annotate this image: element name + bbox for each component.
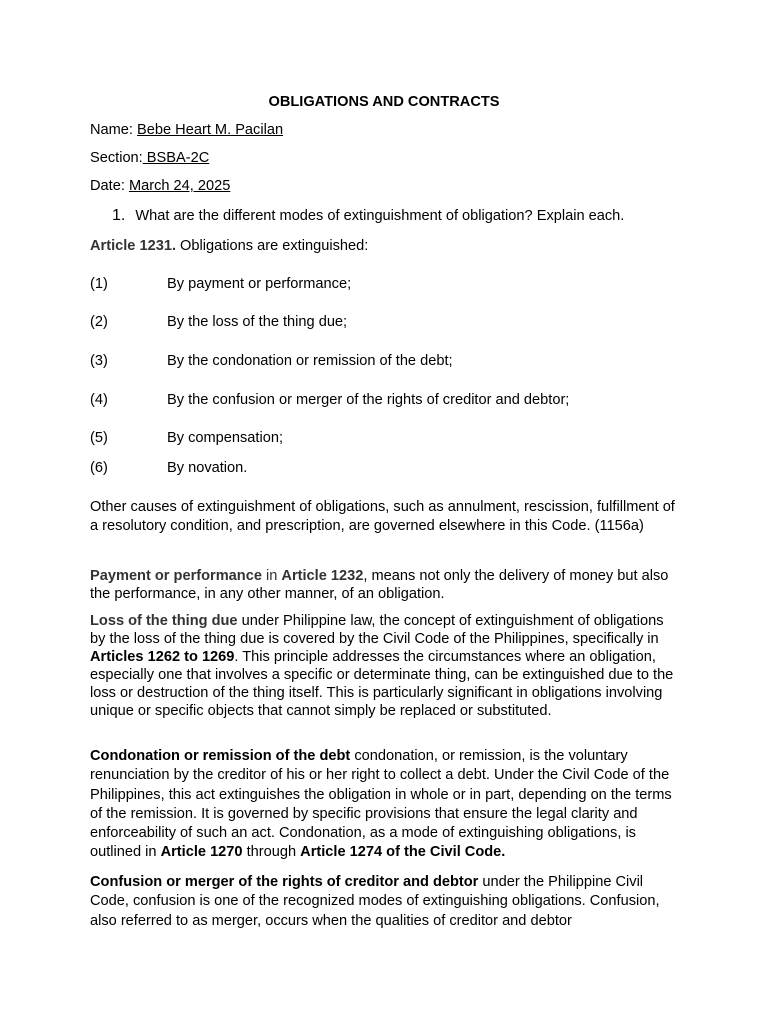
list-item-text: By novation. — [167, 460, 248, 476]
name-value: Bebe Heart M. Pacilan — [137, 122, 284, 138]
list-item-text: By compensation; — [167, 430, 284, 446]
loss-text-2: . This principle addresses the circumstances where an obligation, especially one that involves a specific or determinate thing, can be extinguished due to the loss or destruction of the thing itself. This is particularly significant in obligations involving unique or specific objects that cannot simply be replaced or substituted. — [90, 649, 674, 719]
list-item-number: (6) — [90, 460, 108, 476]
confusion-term: Confusion or merger of the rights of creditor and debtor — [90, 874, 479, 890]
payment-term: Payment or performance — [90, 568, 262, 584]
confusion-text: under the Philippine Civil Code, confusion is one of the recognized modes of extinguishing obligations. Confusion, also referred to as merger, occurs when the qualities of creditor and debtor — [90, 874, 660, 929]
list-item-text: By the confusion or merger of the rights of creditor and debtor; — [167, 392, 570, 408]
date-label: Date: — [90, 178, 125, 194]
list-item — [90, 460, 247, 476]
loss-text-1: under Philippine law, the concept of extinguishment of obligations by the loss of the thing due is covered by the Civil Code of the Philippines, specifically in — [90, 613, 664, 647]
payment-mid: in — [261, 568, 282, 584]
question-text: What are the different modes of extinguishment of obligation? Explain each. — [135, 208, 625, 224]
list-item — [90, 314, 347, 330]
confusion-paragraph — [90, 873, 680, 931]
list-item-number: (1) — [90, 276, 108, 292]
payment-article: Article 1232 — [281, 568, 364, 584]
condonation-mid: through — [242, 844, 301, 861]
name-label: Name: — [90, 122, 133, 138]
date-value: March 24, 2025 — [128, 178, 231, 194]
article-heading: Article 1231. — [90, 238, 176, 254]
condonation-term: Condonation or remission of the debt — [90, 748, 351, 764]
article-text: Obligations are extinguished: — [176, 238, 369, 254]
payment-text: , means not only the delivery of money but also the performance, in any other manner, of an obligation. — [90, 568, 669, 602]
loss-paragraph — [90, 612, 680, 720]
section-label: Section: — [90, 150, 143, 166]
list-item-text: By payment or performance; — [167, 276, 352, 292]
article-1231 — [90, 238, 368, 254]
condonation-text: condonation, or remission, is the voluntary renunciation by the creditor of his or her right to collect a debt. Under the Civil Code of the Philippines, this act extinguishes the obligation in whole or in part, depending on the terms of the remission. It is governed by specific provisions that ensure the legal clarity and enforceability of such an act. Condonation, as a mode of extinguishing obligations, is outlined in — [90, 748, 672, 861]
list-item — [90, 276, 351, 292]
other-causes-paragraph: Other causes of extinguishment of obligations, such as annulment, rescission, fulfillment of a resolutory condition, and prescription, are governed elsewhere in this Code. (1156a) — [90, 499, 675, 534]
condonation-article-1: Article 1270 — [160, 844, 243, 861]
section-value: BSBA-2C — [142, 150, 210, 166]
question-1 — [112, 207, 624, 225]
section-line — [90, 150, 209, 166]
list-item — [90, 353, 453, 369]
condonation-article-2: Article 1274 of the Civil Code. — [300, 844, 506, 861]
loss-term: Loss of the thing due — [90, 613, 238, 629]
list-item-number: (3) — [90, 353, 108, 369]
loss-article: Articles 1262 to 1269 — [90, 649, 235, 665]
list-item-text: By the loss of the thing due; — [167, 314, 348, 330]
list-item — [90, 430, 283, 446]
list-item-number: (4) — [90, 392, 108, 408]
list-item-number: (5) — [90, 430, 108, 446]
question-number: 1. — [112, 207, 126, 224]
condonation-paragraph — [90, 747, 680, 863]
list-item-number: (2) — [90, 314, 108, 330]
date-line — [90, 178, 230, 194]
list-item-text: By the condonation or remission of the debt; — [167, 353, 453, 369]
payment-paragraph — [90, 567, 680, 603]
list-item — [90, 392, 569, 408]
document-title: OBLIGATIONS AND CONTRACTS — [268, 94, 500, 110]
name-line — [90, 122, 283, 138]
